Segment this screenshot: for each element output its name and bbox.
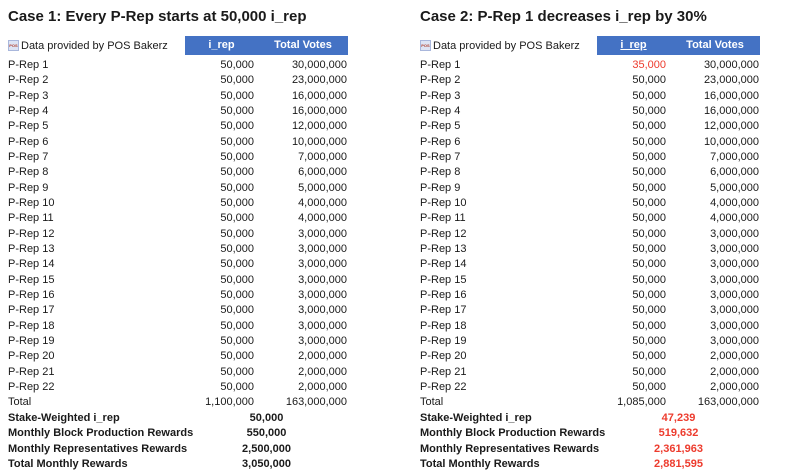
prep-name: P-Rep 7	[8, 150, 49, 163]
irep-value: 50,000	[632, 242, 666, 255]
summary-value: 2,500,000	[242, 442, 291, 455]
table-row	[420, 257, 760, 272]
irep-value: 50,000	[632, 288, 666, 301]
votes-value: 23,000,000	[703, 74, 759, 87]
votes-value: 2,000,000	[298, 350, 347, 363]
votes-value: 4,000,000	[298, 196, 347, 209]
irep-value: 50,000	[632, 227, 666, 240]
table-row	[8, 380, 348, 395]
irep-value: 50,000	[632, 365, 666, 378]
votes-value: 10,000,000	[291, 135, 347, 148]
prep-name: P-Rep 7	[420, 150, 461, 163]
table-row	[8, 196, 348, 211]
total-row	[420, 395, 760, 410]
table-row	[8, 104, 348, 119]
prep-name: P-Rep 4	[420, 104, 461, 117]
summary-row	[8, 442, 348, 458]
irep-value: 50,000	[632, 212, 666, 225]
summary-value: 50,000	[249, 411, 284, 424]
prep-name: P-Rep 1	[420, 59, 461, 71]
table-row	[420, 303, 760, 318]
prep-name: P-Rep 4	[8, 104, 49, 117]
irep-value: 50,000	[632, 380, 666, 393]
votes-value: 3,000,000	[298, 258, 347, 271]
table-row	[420, 135, 760, 150]
irep-value: 50,000	[220, 365, 254, 378]
votes-value: 16,000,000	[703, 104, 759, 117]
case2-title: Case 2: P-Rep 1 decreases i_rep by 30%	[420, 8, 707, 25]
prep-name: P-Rep 8	[420, 166, 461, 179]
table-row	[8, 242, 348, 257]
table-row	[8, 303, 348, 318]
table-row	[420, 73, 760, 88]
votes-value: 5,000,000	[298, 181, 347, 194]
irep-value: 50,000	[632, 150, 666, 163]
irep-value: 50,000	[632, 166, 666, 179]
table-rows	[8, 58, 348, 395]
irep-value: 50,000	[220, 120, 254, 133]
irep-value: 50,000	[632, 273, 666, 286]
table-row	[420, 211, 760, 226]
summary-row	[420, 426, 760, 442]
prep-name: P-Rep 18	[8, 319, 55, 332]
table-row	[8, 273, 348, 288]
table-header-row	[8, 36, 348, 55]
total-label: Total	[420, 396, 444, 409]
summary-label: Monthly Block Production Rewards	[8, 427, 194, 440]
irep-value: 50,000	[632, 350, 666, 363]
votes-value: 3,000,000	[298, 227, 347, 240]
irep-value: 50,000	[632, 120, 666, 133]
prep-name: P-Rep 14	[8, 258, 55, 271]
prep-name: P-Rep 14	[420, 258, 467, 271]
votes-value: 3,000,000	[298, 273, 347, 286]
prep-name: P-Rep 16	[420, 288, 467, 301]
table-row	[8, 227, 348, 242]
votes-value: 3,000,000	[298, 304, 347, 317]
summary-row	[420, 457, 760, 473]
irep-value: 50,000	[632, 334, 666, 347]
prep-name: P-Rep 3	[8, 89, 49, 102]
prep-name: P-Rep 10	[8, 196, 55, 209]
summary-value: 2,361,963	[654, 442, 703, 455]
votes-value: 3,000,000	[298, 334, 347, 347]
votes-value: 4,000,000	[710, 196, 759, 209]
votes-value: 23,000,000	[291, 74, 347, 87]
prep-name: P-Rep 2	[8, 74, 49, 87]
table-row	[420, 227, 760, 242]
votes-value: 4,000,000	[298, 212, 347, 225]
irep-value: 50,000	[220, 350, 254, 363]
votes-value: 7,000,000	[710, 150, 759, 163]
prep-name: P-Rep 16	[8, 288, 55, 301]
votes-value: 3,000,000	[298, 242, 347, 255]
irep-value: 50,000	[220, 319, 254, 332]
case2-table	[420, 36, 760, 473]
source-cell	[8, 36, 185, 55]
prep-name: P-Rep 9	[420, 181, 461, 194]
table-row	[420, 165, 760, 180]
summary-value: 47,239	[661, 411, 696, 424]
votes-value: 3,000,000	[710, 242, 759, 255]
prep-name: P-Rep 22	[8, 380, 55, 393]
summary-value: 2,881,595	[654, 458, 703, 471]
case1-section	[0, 0, 392, 473]
summary-row	[420, 442, 760, 458]
summary-value: 3,050,000	[242, 458, 291, 471]
votes-value: 4,000,000	[710, 212, 759, 225]
votes-value: 3,000,000	[710, 304, 759, 317]
prep-name: P-Rep 18	[420, 319, 467, 332]
summary-row	[420, 411, 760, 427]
prep-name: P-Rep 10	[420, 196, 467, 209]
source-cell	[420, 36, 597, 55]
votes-value: 16,000,000	[291, 104, 347, 117]
votes-value: 16,000,000	[291, 89, 347, 102]
prep-name: P-Rep 2	[420, 74, 461, 87]
prep-name: P-Rep 19	[420, 334, 467, 347]
prep-name: P-Rep 6	[420, 135, 461, 148]
summary-value: 519,632	[658, 427, 699, 440]
votes-value: 3,000,000	[710, 227, 759, 240]
table-row	[8, 319, 348, 334]
summary-label: Monthly Representatives Rewards	[420, 442, 600, 455]
summary-value: 550,000	[246, 427, 287, 440]
prep-name: P-Rep 3	[420, 89, 461, 102]
irep-value: 50,000	[632, 319, 666, 332]
irep-value: 50,000	[220, 196, 254, 209]
votes-value: 12,000,000	[291, 120, 347, 133]
votes-column-header: Total Votes	[670, 36, 760, 55]
total-row	[8, 395, 348, 410]
table-row	[8, 181, 348, 196]
summary-label: Total Monthly Rewards	[8, 458, 128, 471]
prep-name: P-Rep 15	[420, 273, 467, 286]
total-irep-value: 1,100,000	[205, 396, 254, 409]
prep-name: P-Rep 6	[8, 135, 49, 148]
table-row	[420, 104, 760, 119]
table-header-row	[420, 36, 760, 55]
table-row	[420, 242, 760, 257]
irep-value: 50,000	[220, 258, 254, 271]
table-row	[420, 196, 760, 211]
votes-value: 3,000,000	[710, 273, 759, 286]
table-row	[8, 211, 348, 226]
votes-value: 16,000,000	[703, 89, 759, 102]
summary-label: Monthly Block Production Rewards	[420, 427, 606, 440]
table-row	[8, 288, 348, 303]
prep-name: P-Rep 22	[420, 380, 467, 393]
prep-name: P-Rep 20	[420, 350, 467, 363]
prep-name: P-Rep 11	[8, 212, 54, 225]
irep-value: 50,000	[220, 304, 254, 317]
votes-value: 2,000,000	[710, 365, 759, 378]
table-row	[420, 150, 760, 165]
prep-name: P-Rep 21	[420, 365, 467, 378]
prep-name: P-Rep 19	[8, 334, 55, 347]
irep-value: 50,000	[220, 288, 254, 301]
votes-value: 3,000,000	[710, 258, 759, 271]
summary-label: Total Monthly Rewards	[420, 458, 540, 471]
irep-value: 50,000	[220, 334, 254, 347]
prep-name: P-Rep 5	[8, 120, 49, 133]
votes-value: 12,000,000	[703, 120, 759, 133]
case2-section	[392, 0, 784, 473]
votes-value: 2,000,000	[710, 350, 759, 363]
irep-value: 50,000	[632, 104, 666, 117]
table-row	[420, 89, 760, 104]
table-row	[8, 58, 348, 73]
table-row	[420, 58, 760, 73]
table-row	[8, 135, 348, 150]
table-row	[420, 349, 760, 364]
table-row	[420, 288, 760, 303]
table-row	[8, 334, 348, 349]
irep-value: 50,000	[220, 273, 254, 286]
table-row	[420, 181, 760, 196]
votes-value: 3,000,000	[710, 334, 759, 347]
irep-value: 50,000	[220, 181, 254, 194]
irep-value: 50,000	[220, 166, 254, 179]
votes-value: 2,000,000	[298, 380, 347, 393]
table-row	[8, 365, 348, 380]
votes-value: 30,000,000	[703, 59, 759, 71]
irep-value: 35,000	[632, 59, 666, 71]
irep-value: 50,000	[220, 59, 254, 71]
votes-value: 7,000,000	[298, 150, 347, 163]
irep-value: 50,000	[220, 89, 254, 102]
summary-row	[8, 411, 348, 427]
irep-value: 50,000	[632, 258, 666, 271]
table-row	[8, 257, 348, 272]
irep-value: 50,000	[220, 380, 254, 393]
votes-value: 30,000,000	[291, 59, 347, 71]
irep-value: 50,000	[220, 74, 254, 87]
votes-value: 3,000,000	[710, 288, 759, 301]
prep-name: P-Rep 13	[420, 242, 467, 255]
table-row	[8, 165, 348, 180]
votes-value: 3,000,000	[298, 319, 347, 332]
irep-value: 50,000	[632, 181, 666, 194]
total-irep-value: 1,085,000	[617, 396, 666, 409]
votes-value: 2,000,000	[710, 380, 759, 393]
irep-value: 50,000	[220, 104, 254, 117]
irep-column-header: i_rep	[185, 36, 258, 55]
votes-value: 6,000,000	[710, 166, 759, 179]
pos-bakerz-logo-icon: POS	[420, 40, 431, 51]
prep-name: P-Rep 9	[8, 181, 49, 194]
source-label: Data provided by POS Bakerz	[21, 39, 168, 52]
irep-value: 50,000	[632, 89, 666, 102]
prep-name: P-Rep 20	[8, 350, 55, 363]
summary-row	[8, 457, 348, 473]
irep-value: 50,000	[632, 74, 666, 87]
prep-name: P-Rep 12	[8, 227, 55, 240]
prep-name: P-Rep 5	[420, 120, 461, 133]
table-row	[420, 365, 760, 380]
case1-title: Case 1: Every P-Rep starts at 50,000 i_rep	[8, 8, 307, 25]
irep-value: 50,000	[632, 135, 666, 148]
votes-value: 2,000,000	[298, 365, 347, 378]
prep-name: P-Rep 8	[8, 166, 49, 179]
total-label: Total	[8, 396, 32, 409]
votes-value: 5,000,000	[710, 181, 759, 194]
summary-rows	[420, 411, 760, 473]
irep-value: 50,000	[632, 304, 666, 317]
prep-name: P-Rep 13	[8, 242, 55, 255]
irep-value: 50,000	[220, 135, 254, 148]
prep-name: P-Rep 11	[420, 212, 466, 225]
pos-bakerz-logo-icon: POS	[8, 40, 19, 51]
table-row	[420, 273, 760, 288]
table-row	[8, 73, 348, 88]
votes-value: 3,000,000	[710, 319, 759, 332]
table-row	[420, 334, 760, 349]
prep-name: P-Rep 15	[8, 273, 55, 286]
summary-label: Stake-Weighted i_rep	[420, 411, 532, 424]
total-votes-value: 163,000,000	[285, 396, 347, 409]
irep-column-header: i_rep	[597, 36, 670, 55]
table-row	[420, 319, 760, 334]
prep-name: P-Rep 17	[420, 304, 467, 317]
summary-label: Stake-Weighted i_rep	[8, 411, 120, 424]
table-row	[8, 150, 348, 165]
summary-row	[8, 426, 348, 442]
irep-value: 50,000	[632, 196, 666, 209]
table-row	[8, 349, 348, 364]
table-row	[420, 380, 760, 395]
irep-value: 50,000	[220, 212, 254, 225]
total-votes-value: 163,000,000	[697, 396, 759, 409]
summary-rows	[8, 411, 348, 473]
table-row	[8, 89, 348, 104]
table-row	[420, 119, 760, 134]
prep-name: P-Rep 1	[8, 59, 49, 71]
prep-name: P-Rep 21	[8, 365, 55, 378]
summary-label: Monthly Representatives Rewards	[8, 442, 188, 455]
votes-value: 3,000,000	[298, 288, 347, 301]
votes-column-header: Total Votes	[258, 36, 348, 55]
irep-value: 50,000	[220, 150, 254, 163]
votes-value: 6,000,000	[298, 166, 347, 179]
table-row	[8, 119, 348, 134]
irep-value: 50,000	[220, 242, 254, 255]
irep-value: 50,000	[220, 227, 254, 240]
prep-name: P-Rep 17	[8, 304, 55, 317]
table-rows	[420, 58, 760, 395]
prep-name: P-Rep 12	[420, 227, 467, 240]
case1-table	[8, 36, 348, 473]
votes-value: 10,000,000	[703, 135, 759, 148]
source-label: Data provided by POS Bakerz	[433, 39, 580, 52]
